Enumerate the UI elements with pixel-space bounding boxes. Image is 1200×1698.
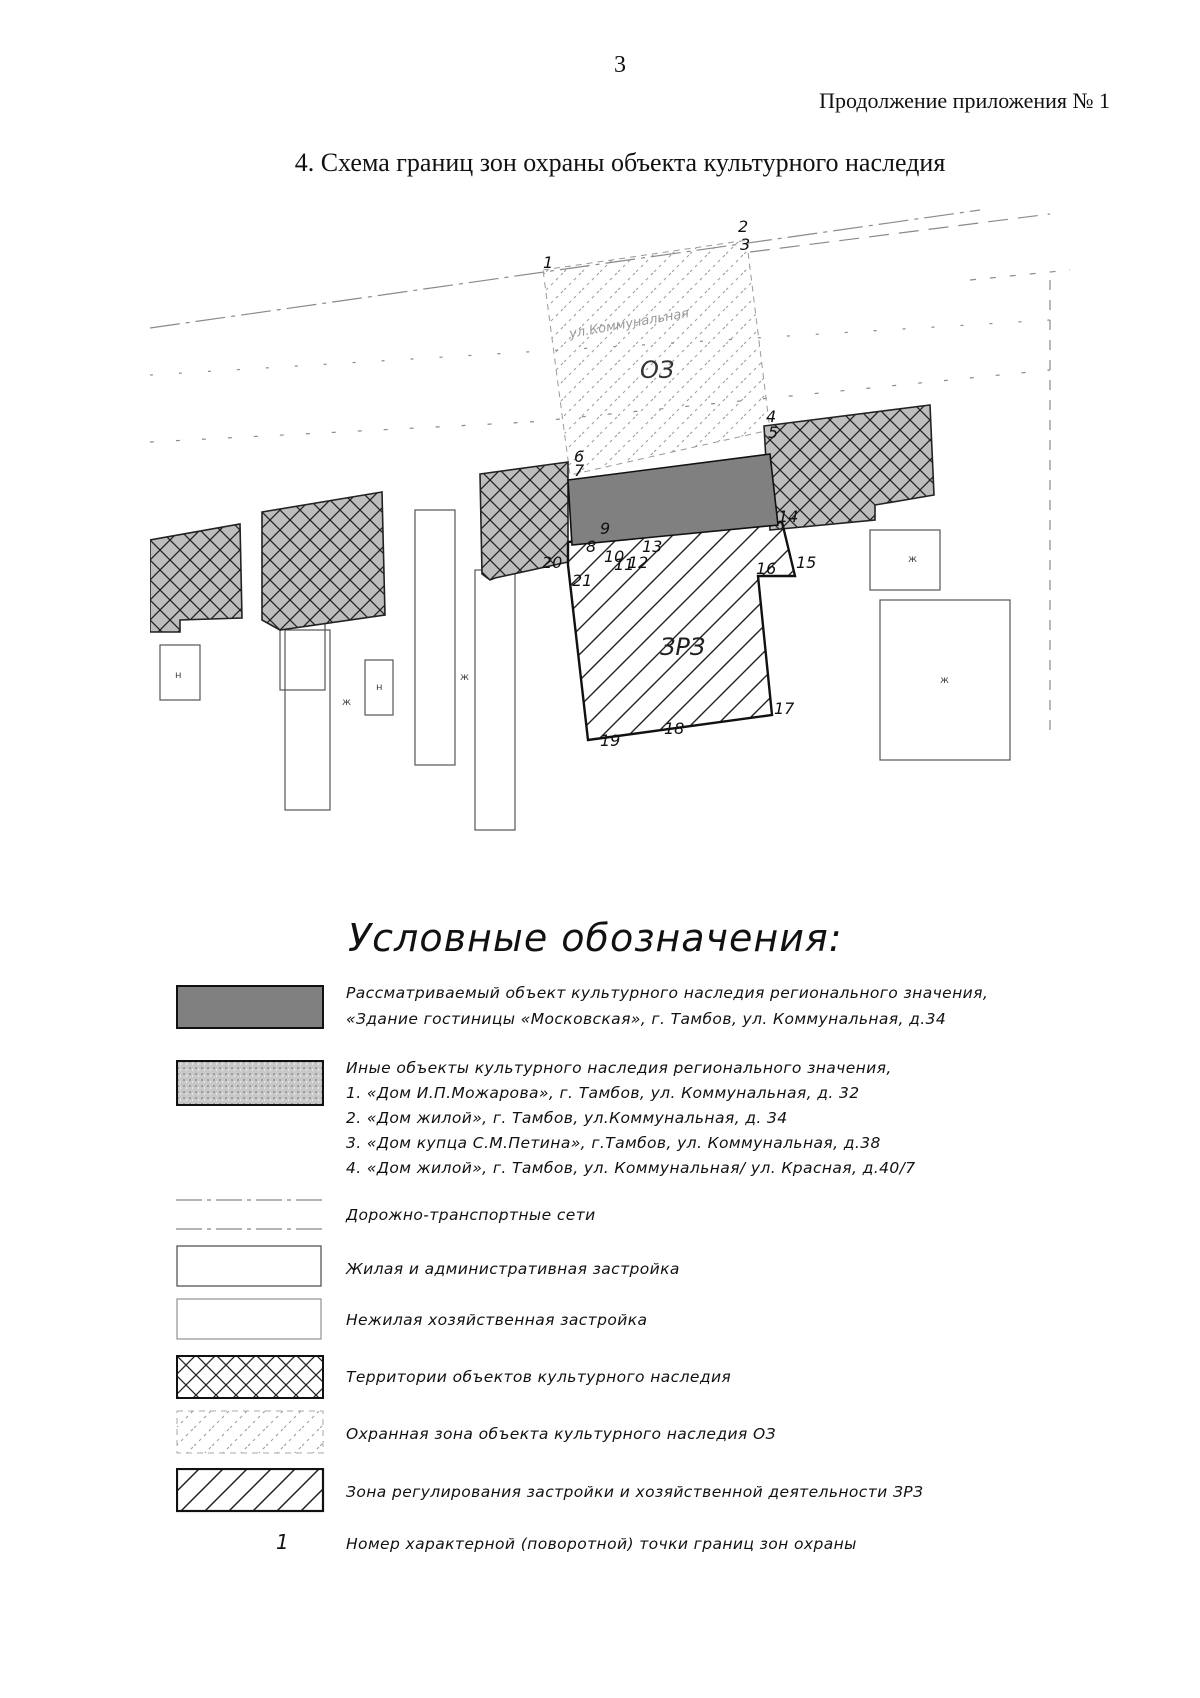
legend-road-network <box>176 1195 1076 1235</box>
street-label: ул.Коммунальная <box>568 306 691 342</box>
boundary-point-5: 5 <box>768 423 779 442</box>
boundary-point-18: 18 <box>664 719 685 738</box>
boundary-point-3: 3 <box>740 235 751 254</box>
boundary-point-15: 15 <box>796 553 817 572</box>
heritage-territories <box>150 405 934 632</box>
document-title: 4. Схема границ зон охраны объекта культурного наследия <box>294 148 946 177</box>
legend-nonresidential <box>176 1298 1076 1343</box>
legend-protection-zone-text: Охранная зона объекта культурного наследия ОЗ <box>346 1425 776 1443</box>
legend-regulation-zone-text: Зона регулирования застройки и хозяйственной деятельности ЗРЗ <box>346 1483 924 1501</box>
legend-heritage-territories-text: Территории объектов культурного наследия <box>346 1368 732 1386</box>
zone-label-zrz: ЗРЗ <box>660 633 706 661</box>
regulation-zone-zrz <box>568 522 795 740</box>
legend-swatch-main-object <box>176 985 324 1029</box>
legend-swatch-road <box>176 1195 324 1235</box>
boundary-point-8: 8 <box>586 537 597 556</box>
boundary-point-4: 4 <box>766 407 777 426</box>
legend-other-objects <box>176 1060 1076 1190</box>
boundary-point-17: 17 <box>774 699 795 718</box>
boundary-point-19: 19 <box>600 731 621 750</box>
boundary-point-21: 21 <box>572 571 593 590</box>
legend-other-object-3: 3. «Дом купца С.М.Петина», г.Тамбов, ул. Коммунальная, д.38 <box>346 1134 881 1152</box>
legend-heading: Условные обозначения: <box>348 916 843 960</box>
legend-swatch-heritage-territories <box>176 1355 326 1401</box>
boundary-point-11: 11 <box>614 555 635 574</box>
svg-text:н: н <box>376 682 383 693</box>
legend-swatch-other-objects <box>176 1060 324 1106</box>
legend-swatch-regulation-zone <box>176 1468 326 1514</box>
legend-point-marker: 1 <box>276 1530 289 1554</box>
heritage-territory-2 <box>262 492 385 630</box>
svg-text:н: н <box>175 670 182 681</box>
legend-swatch-protection-zone <box>176 1410 326 1456</box>
svg-text:ж: ж <box>908 554 918 565</box>
boundary-point-12: 12 <box>628 553 649 572</box>
boundary-point-13: 13 <box>642 537 663 556</box>
boundary-point-6: 6 <box>574 447 585 466</box>
legend-nonresidential-text: Нежилая хозяйственная застройка <box>346 1311 648 1329</box>
boundary-point-10: 10 <box>604 547 625 566</box>
appendix-note: Продолжение приложения № 1 <box>819 88 1110 113</box>
legend-road-network-text: Дорожно-транспортные сети <box>346 1206 596 1224</box>
boundary-point-16: 16 <box>756 559 777 578</box>
legend-residential-text: Жилая и административная застройка <box>346 1260 680 1278</box>
boundary-point-20: 20 <box>542 553 563 572</box>
boundary-point-9: 9 <box>600 519 611 538</box>
legend-point-number-text: Номер характерной (поворотной) точки границ зон охраны <box>346 1535 857 1553</box>
legend-swatch-residential <box>176 1245 324 1289</box>
legend-other-object-4: 4. «Дом жилой», г. Тамбов, ул. Коммунальная/ ул. Красная, д.40/7 <box>346 1159 916 1177</box>
legend-other-objects-title: Иные объекты культурного наследия регионального значения, <box>346 1059 892 1077</box>
boundary-point-2: 2 <box>738 217 749 236</box>
page-number: 3 <box>614 52 626 78</box>
zone-label-oz: ОЗ <box>640 356 675 384</box>
boundary-map <box>150 200 1070 840</box>
legend-regulation-zone <box>176 1468 1076 1516</box>
boundary-point-14: 14 <box>778 507 799 526</box>
legend-other-object-1: 1. «Дом И.П.Можарова», г. Тамбов, ул. Коммунальная, д. 32 <box>346 1084 860 1102</box>
boundary-point-7: 7 <box>574 461 585 480</box>
legend-heritage-territories <box>176 1355 1076 1403</box>
legend-protection-zone <box>176 1410 1076 1458</box>
legend-main-object-line2: «Здание гостиницы «Московская», г. Тамбов, ул. Коммунальная, д.34 <box>346 1010 947 1028</box>
svg-text:ж: ж <box>342 697 352 708</box>
heritage-territory-1 <box>150 524 242 632</box>
legend-main-object <box>176 985 1076 1045</box>
legend-point-number <box>176 1530 1076 1562</box>
svg-text:ж: ж <box>940 675 950 686</box>
legend-main-object-line1: Рассматриваемый объект культурного наследия регионального значения, <box>346 984 989 1002</box>
legend-other-object-2: 2. «Дом жилой», г. Тамбов, ул.Коммунальная, д. 34 <box>346 1109 788 1127</box>
svg-text:ж: ж <box>460 672 470 683</box>
boundary-point-1: 1 <box>543 253 554 272</box>
legend-swatch-nonresidential <box>176 1298 324 1342</box>
legend-residential <box>176 1245 1076 1290</box>
